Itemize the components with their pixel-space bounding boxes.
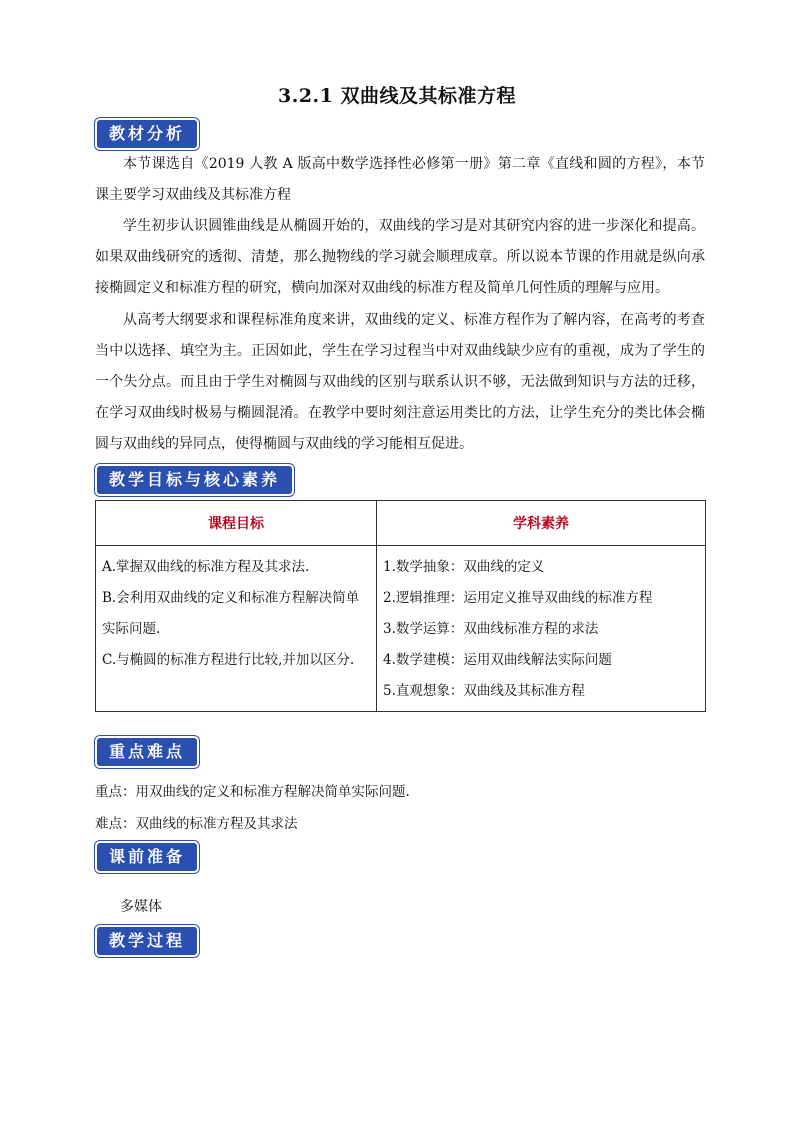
- literacy-item: 1.数学抽象：双曲线的定义: [383, 559, 545, 575]
- goals-table-body-row: [96, 546, 706, 712]
- goals-table-header-row: [96, 501, 706, 546]
- analysis-paragraph-1: 本节课选自《2019 人教 A 版高中数学选择性必修第一册》第二章《直线和圆的方程》，本节课主要学习双曲线及其标准方程: [95, 156, 705, 203]
- analysis-paragraph-3: 从高考大纲要求和课程标准角度来讲，双曲线的定义、标准方程作为了解内容，在高考的考查当中以选择、填空为主。正因如此，学生在学习过程当中对双曲线缺少应有的重视，成为了学生的一个失分点。而且由于学生对椭圆与双曲线的区别与联系认识不够，无法做到知识与方法的迁移，在学习双曲线时极易与椭圆混淆。在教学中要时刻注意运用类比的方法，让学生充分的类比体会椭圆与双曲线的异同点，使得椭圆与双曲线的学习能相互促进。: [95, 312, 705, 452]
- section-tag-prep: 课前准备: [97, 843, 197, 871]
- analysis-paragraph-2: 学生初步认识圆锥曲线是从椭圆开始的，双曲线的学习是对其研究内容的进一步深化和提高。如果双曲线研究的透彻、清楚，那么抛物线的学习就会顺理成章。所以说本节课的作用就是纵向承接椭圆定义和标准方程的研究，横向加深对双曲线的标准方程及简单几何性质的理解与应用。: [95, 218, 705, 296]
- page-title: 3.2.1 双曲线及其标准方程: [277, 85, 516, 107]
- prep-text: 多媒体: [120, 899, 162, 915]
- section-tag-process: 教学过程: [97, 927, 197, 955]
- core-literacy-cell: [377, 546, 706, 712]
- section-tag-keypoints: 重点难点: [97, 738, 197, 766]
- course-goal-item: C.与椭圆的标准方程进行比较,并加以区分.: [102, 652, 355, 668]
- literacy-item: 5.直观想象：双曲线及其标准方程: [383, 683, 585, 699]
- section-tag-analysis: 教材分析: [97, 120, 197, 148]
- literacy-item: 3.数学运算：双曲线标准方程的求法: [383, 621, 599, 637]
- literacy-item: 4.数学建模：运用双曲线解法实际问题: [383, 652, 612, 668]
- key-point: 重点：用双曲线的定义和标准方程解决简单实际问题.: [95, 784, 410, 800]
- goals-table: [95, 500, 706, 712]
- course-goal-item: A.掌握双曲线的标准方程及其求法.: [102, 559, 310, 575]
- header-course-goals: 课程目标: [96, 501, 377, 546]
- header-core-literacy: 学科素养: [377, 501, 706, 546]
- difficult-point: 难点：双曲线的标准方程及其求法: [95, 816, 298, 832]
- section-tag-goals: 教学目标与核心素养: [97, 466, 292, 494]
- course-goal-item: B.会利用双曲线的定义和标准方程解决简单实际问题.: [102, 590, 360, 637]
- course-goals-cell: [96, 546, 377, 712]
- literacy-item: 2.逻辑推理：运用定义推导双曲线的标准方程: [383, 590, 653, 606]
